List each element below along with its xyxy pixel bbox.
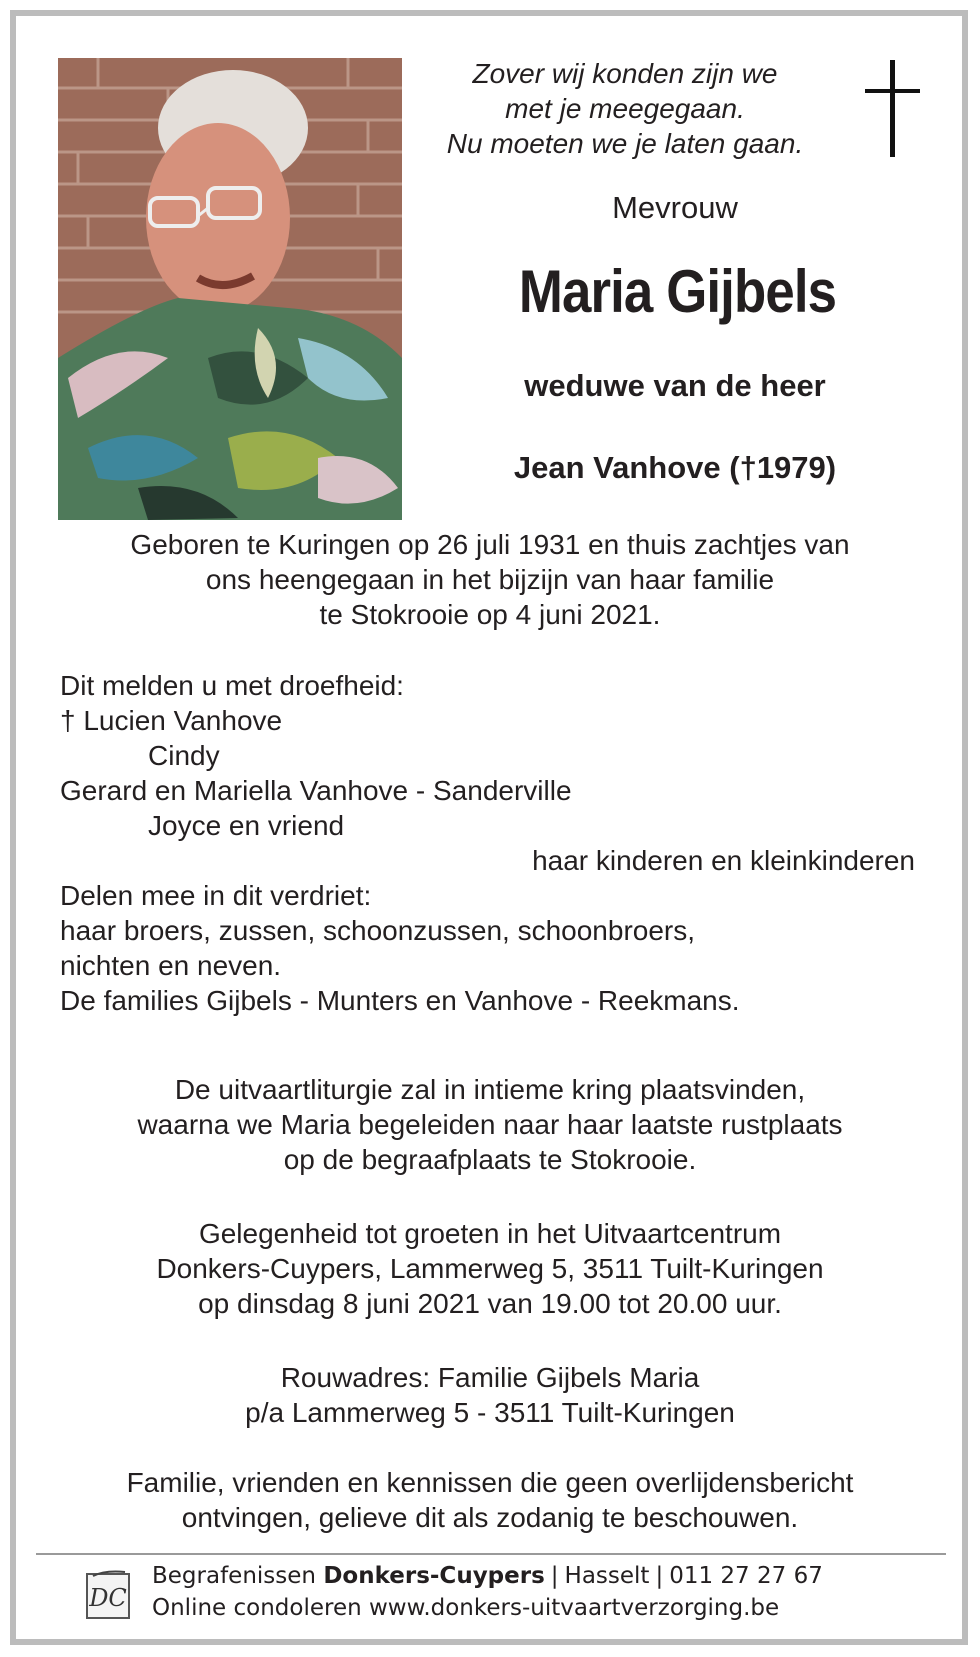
husband-name: Jean Vanhove (†1979) bbox=[513, 450, 837, 485]
family-member: Gerard en Mariella Vanhove - Sanderville bbox=[60, 775, 572, 806]
footer-prefix: Begrafenissen bbox=[152, 1563, 316, 1589]
widow-line: weduwe van de heer bbox=[524, 368, 826, 403]
visit-line: op dinsdag 8 juni 2021 van 19.00 tot 20.00 uur. bbox=[198, 1288, 782, 1319]
website-link[interactable]: www.donkers-uitvaartverzorging.be bbox=[369, 1595, 780, 1621]
liturgy-line: De uitvaartliturgie zal in intieme kring plaatsvinden, bbox=[174, 1074, 806, 1105]
family-section bbox=[60, 668, 930, 1018]
company-phone: 011 27 27 67 bbox=[669, 1563, 823, 1589]
notice-line: ontvingen, gelieve dit als zodanig te beschouwen. bbox=[181, 1502, 799, 1533]
footer-line-2 bbox=[152, 1592, 823, 1624]
title-word: Mevrouw bbox=[612, 190, 738, 225]
cross-icon bbox=[862, 60, 922, 160]
portrait-photo bbox=[58, 58, 402, 520]
company-name: Donkers-Cuypers bbox=[323, 1563, 545, 1589]
share-intro: Delen mee in dit verdriet: bbox=[60, 880, 372, 911]
family-role: haar kinderen en kleinkinderen bbox=[532, 845, 915, 876]
birth-death-text bbox=[40, 527, 940, 632]
address-line: Rouwadres: Familie Gijbels Maria bbox=[280, 1362, 700, 1393]
visit-line: Donkers-Cuypers, Lammerweg 5, 3511 Tuilt-Kuringen bbox=[156, 1253, 824, 1284]
share-line: haar broers, zussen, schoonzussen, schoonbroers, bbox=[60, 915, 696, 946]
poem bbox=[415, 56, 835, 161]
company-city: Hasselt bbox=[564, 1563, 650, 1589]
share-line: De families Gijbels - Munters en Vanhove - Reekmans. bbox=[60, 985, 740, 1016]
visit-line: Gelegenheid tot groeten in het Uitvaartcentrum bbox=[198, 1218, 782, 1249]
notice-text bbox=[40, 1465, 940, 1535]
footer-divider bbox=[36, 1553, 946, 1555]
liturgy-text bbox=[40, 1072, 940, 1177]
online-label: Online condoleren bbox=[152, 1595, 362, 1621]
family-member: Joyce en vriend bbox=[148, 810, 345, 841]
poem-line: Nu moeten we je laten gaan. bbox=[446, 128, 804, 159]
notice-line: Familie, vrienden en kennissen die geen overlijdensbericht bbox=[126, 1467, 854, 1498]
poem-line: Zover wij konden zijn we bbox=[472, 58, 778, 89]
funeral-home-logo-icon bbox=[85, 1568, 133, 1622]
liturgy-line: waarna we Maria begeleiden naar haar laatste rustplaats bbox=[137, 1109, 843, 1140]
deceased-name: Maria Gijbels bbox=[518, 258, 837, 325]
address-line: p/a Lammerweg 5 - 3511 Tuilt-Kuringen bbox=[245, 1397, 735, 1428]
birth-line: Geboren te Kuringen op 26 juli 1931 en thuis zachtjes van bbox=[130, 529, 850, 560]
footer-line-1: Begrafenissen Donkers-Cuypers | Hasselt | 011 27 27 67 bbox=[152, 1563, 823, 1589]
share-line: nichten en neven. bbox=[60, 950, 282, 981]
mourning-address bbox=[40, 1360, 940, 1430]
birth-line: ons heengegaan in het bijzijn van haar familie bbox=[205, 564, 775, 595]
logo-text: DC bbox=[89, 1584, 127, 1612]
birth-line: te Stokrooie op 4 juni 2021. bbox=[319, 599, 661, 630]
liturgy-line: op de begraafplaats te Stokrooie. bbox=[283, 1144, 697, 1175]
footer bbox=[152, 1560, 823, 1624]
poem-line: met je meegegaan. bbox=[505, 93, 745, 124]
family-member: † Lucien Vanhove bbox=[60, 705, 283, 736]
visitation-text bbox=[40, 1216, 940, 1321]
family-member: Cindy bbox=[148, 740, 220, 771]
family-intro: Dit melden u met droefheid: bbox=[60, 670, 404, 701]
